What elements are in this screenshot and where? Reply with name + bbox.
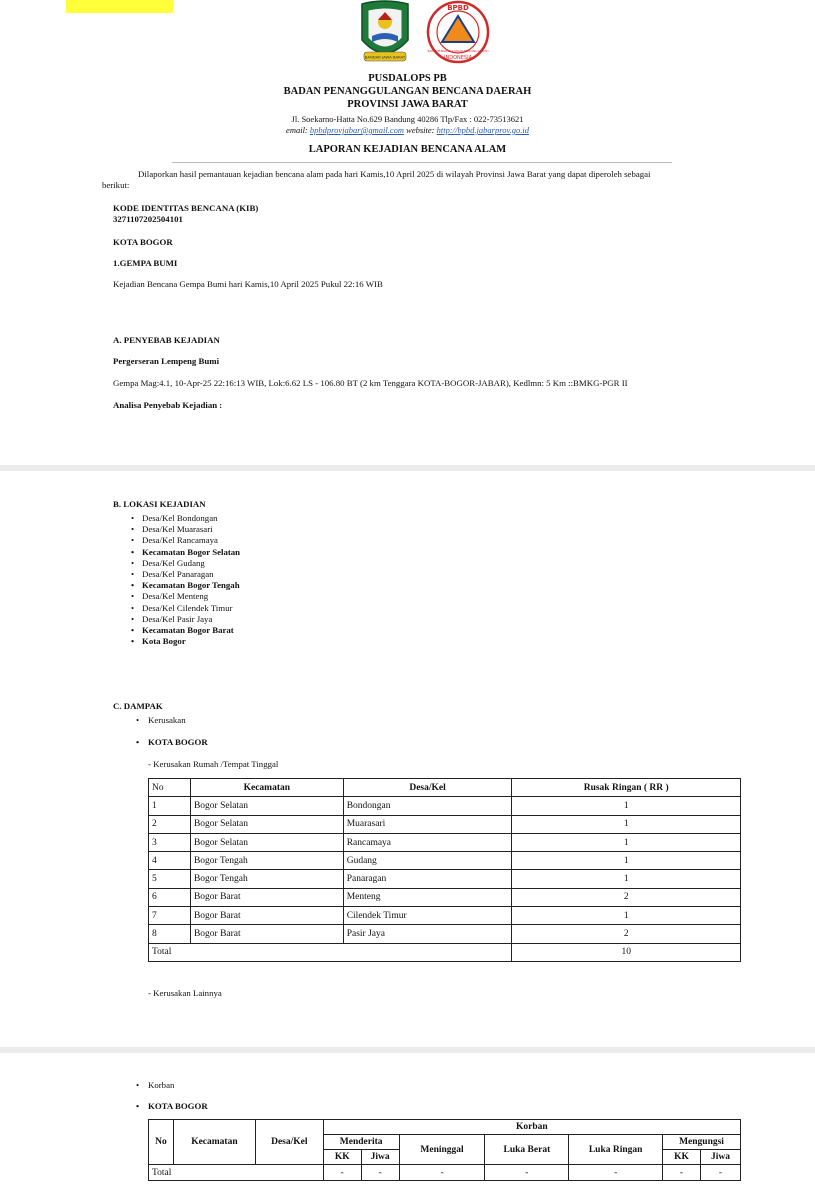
org-contact — [0, 125, 815, 136]
v-total-cell: - — [323, 1165, 361, 1181]
impact-heading: C. DAMPAK — [113, 701, 163, 711]
col-rusak-ringan: Rusak Ringan ( RR ) — [512, 779, 741, 797]
row-desa: Cilendek Timur — [343, 907, 512, 925]
v-total-cell: - — [361, 1165, 399, 1181]
location-item: • Kecamatan Bogor Selatan — [128, 547, 240, 558]
damage-table — [148, 778, 741, 962]
row-desa: Bondongan — [343, 797, 512, 815]
v-col-meninggal: Meninggal — [399, 1135, 485, 1165]
cause-detail: Gempa Mag:4.1, 10-Apr-25 22:16:13 WIB, Lok:6.62 LS - 106.80 BT (2 km Tenggara KOTA-BOGOR-JABAR), Kedlmn: 5 Km ::BMKG-PGR II — [113, 378, 628, 388]
row-rusak-ringan: 2 — [512, 888, 741, 906]
org-address: Jl. Soekarno-Hatta No.629 Bandung 40286 Tlp/Fax : 022-73513621 — [291, 114, 524, 124]
row-kecamatan: Bogor Selatan — [190, 815, 343, 833]
event-title: 1.GEMPA BUMI — [113, 258, 178, 268]
intro-text-cont: berikut: — [102, 180, 130, 190]
intro-text: Dilaporkan hasil pemantauan kejadian bencana alam pada hari Kamis,10 April 2025 di wilayah Provinsi Jawa Barat yang dapat diperoleh sebagai — [138, 169, 651, 179]
table-row — [149, 815, 741, 833]
org-name-2: BADAN PENANGGULANGAN BENCANA DAERAH — [283, 86, 532, 97]
table-row — [149, 870, 741, 888]
location-item: • Desa/Kel Menteng — [128, 591, 240, 602]
highlight-mark — [66, 0, 173, 13]
v-col-korban: Korban — [323, 1120, 740, 1135]
org-name-3: PROVINSI JAWA BARAT — [347, 99, 468, 110]
row-rusak-ringan: 1 — [512, 907, 741, 925]
row-desa: Gudang — [343, 852, 512, 870]
col-kecamatan: Kecamatan — [190, 779, 343, 797]
row-no: 3 — [149, 833, 191, 851]
row-kecamatan: Bogor Tengah — [190, 870, 343, 888]
location-item: • Desa/Kel Muarasari — [128, 524, 240, 535]
location-item: • Desa/Kel Bondongan — [128, 513, 240, 524]
row-no: 1 — [149, 797, 191, 815]
website-link[interactable]: http://bpbd.jabarprov.go.id — [436, 125, 529, 135]
v-total-cell: - — [399, 1165, 485, 1181]
location-item: • Kota Bogor — [128, 636, 240, 647]
cause-subheading: Pergerseran Lempeng Bumi — [113, 356, 220, 366]
v-col-mengungsi-jiwa: Jiwa — [700, 1150, 740, 1165]
row-kecamatan: Bogor Barat — [190, 925, 343, 943]
table-row — [149, 907, 741, 925]
v-col-menderita-kk: KK — [323, 1150, 361, 1165]
org-name-1: PUSDALOPS PB — [368, 73, 447, 84]
event-description: Kejadian Bencana Gempa Bumi hari Kamis,10 April 2025 Pukul 22:16 WIB — [113, 279, 383, 289]
row-kecamatan: Bogor Selatan — [190, 833, 343, 851]
bullet-damage: • Kerusakan — [148, 715, 186, 725]
other-damage-label: - Kerusakan Lainnya — [148, 988, 222, 998]
svg-text:BPBD: BPBD — [447, 4, 469, 12]
location-item: • Kecamatan Bogor Tengah — [128, 580, 240, 591]
v-col-luka-berat: Luka Berat — [485, 1135, 569, 1165]
location-item: • Desa/Kel Cilendek Timur — [128, 603, 240, 614]
row-desa: Muarasari — [343, 815, 512, 833]
jawa-barat-emblem-logo — [356, 0, 414, 66]
kib-label: KODE IDENTITAS BENCANA (KIB) — [113, 203, 259, 213]
v-total-label: Total — [149, 1165, 324, 1181]
row-desa: Panaragan — [343, 870, 512, 888]
bullet-city-2: • KOTA BOGOR — [148, 1101, 208, 1111]
row-desa: Rancamaya — [343, 833, 512, 851]
row-kecamatan: Bogor Selatan — [190, 797, 343, 815]
report-title: LAPORAN KEJADIAN BENCANA ALAM — [308, 144, 507, 155]
city-name: KOTA BOGOR — [113, 237, 173, 247]
v-col-no: No — [149, 1120, 174, 1165]
table-row — [149, 797, 741, 815]
v-col-luka-ringan: Luka Ringan — [569, 1135, 663, 1165]
svg-text:BANDAR JAWA BARAT: BANDAR JAWA BARAT — [364, 54, 406, 60]
row-no: 7 — [149, 907, 191, 925]
v-total-cell: - — [700, 1165, 740, 1181]
row-rusak-ringan: 1 — [512, 815, 741, 833]
row-desa: Pasir Jaya — [343, 925, 512, 943]
v-total-cell: - — [569, 1165, 663, 1181]
row-no: 4 — [149, 852, 191, 870]
row-desa: Menteng — [343, 888, 512, 906]
row-no: 8 — [149, 925, 191, 943]
v-total-cell: - — [485, 1165, 569, 1181]
location-item: • Kecamatan Bogor Barat — [128, 625, 240, 636]
v-col-mengungsi: Mengungsi — [663, 1135, 741, 1150]
row-kecamatan: Bogor Barat — [190, 907, 343, 925]
location-item: • Desa/Kel Gudang — [128, 558, 240, 569]
page-separator-2 — [0, 1047, 815, 1053]
row-kecamatan: Bogor Barat — [190, 888, 343, 906]
row-rusak-ringan: 1 — [512, 833, 741, 851]
col-desa: Desa/Kel — [343, 779, 512, 797]
total-value: 10 — [512, 943, 741, 961]
email-link[interactable]: bpbdprovjabar@gmail.com — [309, 125, 405, 135]
svg-text:INDONESIA: INDONESIA — [444, 55, 472, 61]
divider — [172, 162, 672, 163]
table-row — [149, 833, 741, 851]
location-item: • Desa/Kel Pasir Jaya — [128, 614, 240, 625]
bpbd-logo — [424, 0, 492, 64]
v-col-kecamatan: Kecamatan — [173, 1120, 255, 1165]
v-col-desa: Desa/Kel — [255, 1120, 323, 1165]
v-col-menderita: Menderita — [323, 1135, 399, 1150]
website-label: website: — [406, 125, 435, 135]
location-item: • Desa/Kel Panaragan — [128, 569, 240, 580]
row-kecamatan: Bogor Tengah — [190, 852, 343, 870]
svg-text:BADAN PENANGGULANGAN BENCANA D: BADAN PENANGGULANGAN BENCANA DAERAH — [427, 50, 489, 53]
location-heading: B. LOKASI KEJADIAN — [113, 499, 206, 509]
table-row — [149, 888, 741, 906]
house-damage-label: - Kerusakan Rumah /Tempat Tinggal — [148, 759, 279, 769]
page-separator — [0, 465, 815, 471]
row-no: 2 — [149, 815, 191, 833]
row-rusak-ringan: 1 — [512, 870, 741, 888]
row-rusak-ringan: 1 — [512, 852, 741, 870]
location-item: • Desa/Kel Rancamaya — [128, 535, 240, 546]
total-label: Total — [149, 943, 512, 961]
v-col-menderita-jiwa: Jiwa — [361, 1150, 399, 1165]
row-no: 6 — [149, 888, 191, 906]
row-rusak-ringan: 1 — [512, 797, 741, 815]
v-col-mengungsi-kk: KK — [663, 1150, 701, 1165]
location-list — [128, 513, 240, 647]
cause-analysis: Analisa Penyebab Kejadian : — [113, 400, 223, 410]
bullet-victims: • Korban — [148, 1080, 174, 1090]
victims-table — [148, 1119, 741, 1181]
bullet-city: • KOTA BOGOR — [148, 737, 208, 747]
row-rusak-ringan: 2 — [512, 925, 741, 943]
cause-heading: A. PENYEBAB KEJADIAN — [113, 335, 220, 345]
col-no: No — [149, 779, 191, 797]
kib-value: 3271107202504101 — [113, 214, 183, 224]
email-label: email: — [286, 125, 308, 135]
table-row — [149, 852, 741, 870]
v-total-cell: - — [663, 1165, 701, 1181]
table-row — [149, 925, 741, 943]
row-no: 5 — [149, 870, 191, 888]
